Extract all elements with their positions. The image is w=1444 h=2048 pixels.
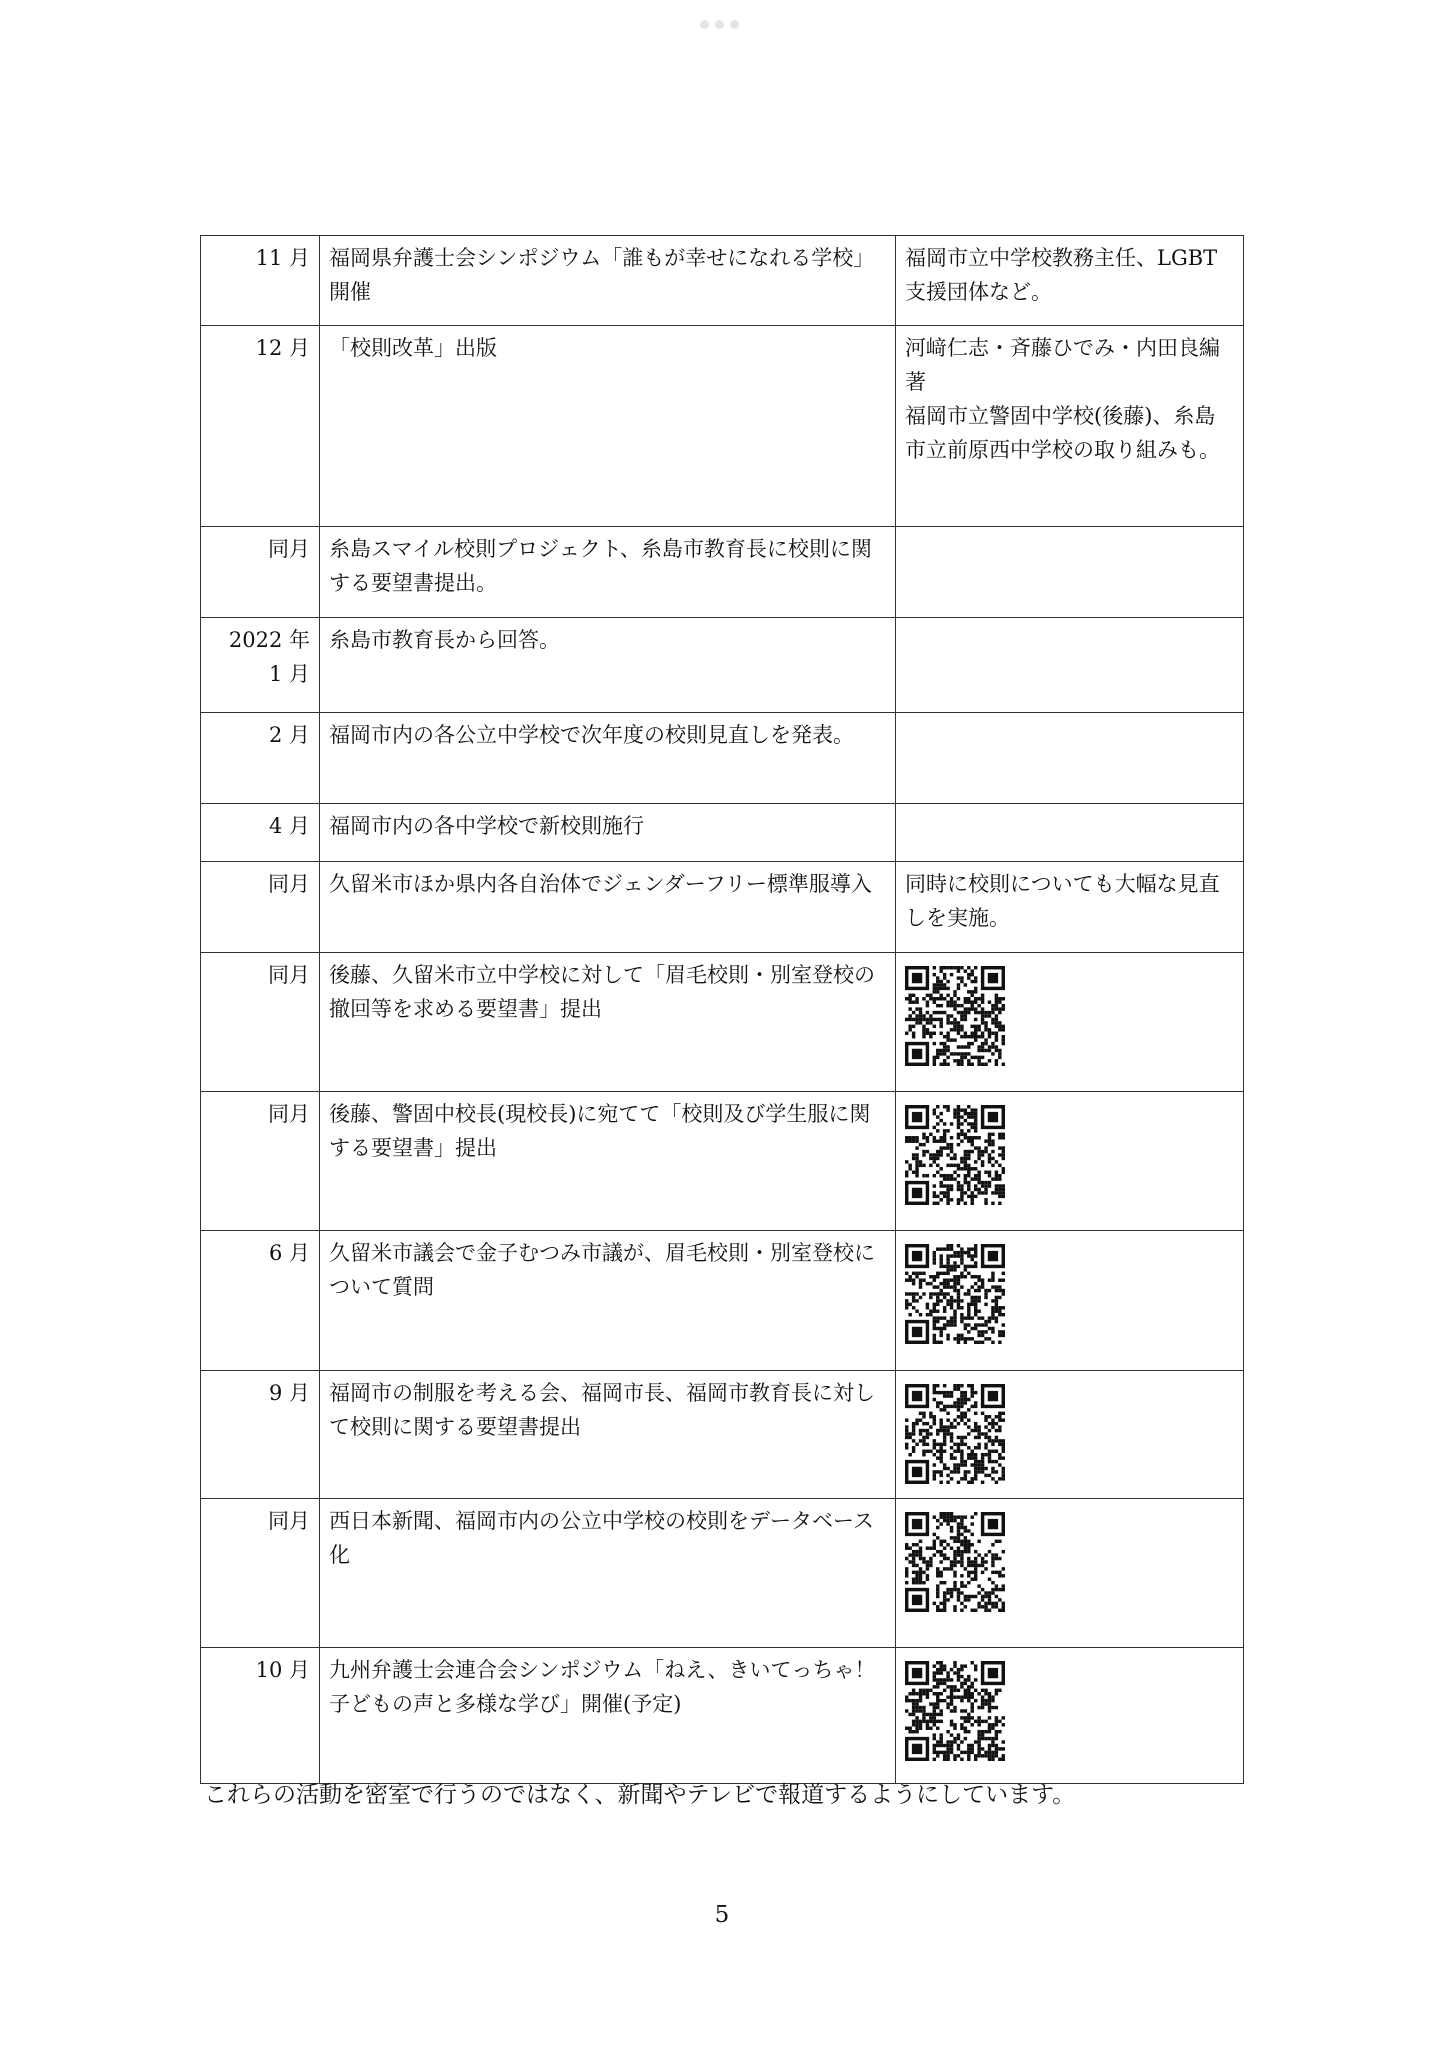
event-cell: 福岡市内の各公立中学校で次年度の校則見直しを発表。: [320, 713, 896, 804]
date-cell: 同月: [201, 953, 320, 1092]
note-cell: [896, 618, 1244, 713]
event-cell: 久留米市議会で金子むつみ市議が、眉毛校則・別室登校について質問: [320, 1231, 896, 1371]
table-row: [201, 713, 1244, 804]
table-row: [201, 953, 1244, 1092]
date-cell: 同月: [201, 862, 320, 953]
date-cell: 6 月: [201, 1231, 320, 1371]
note-cell: [896, 1499, 1244, 1648]
table-row: [201, 804, 1244, 862]
date-cell: 12 月: [201, 326, 320, 527]
date-cell: 同月: [201, 527, 320, 618]
date-cell: 同月: [201, 1499, 320, 1648]
event-cell: 糸島市教育長から回答。: [320, 618, 896, 713]
event-cell: 福岡市の制服を考える会、福岡市長、福岡市教育長に対して校則に関する要望書提出: [320, 1371, 896, 1499]
note-cell: [896, 1371, 1244, 1499]
note-cell: 同時に校則についても大幅な見直しを実施。: [896, 862, 1244, 953]
note-cell: [896, 527, 1244, 618]
closing-paragraph: これらの活動を密室で行うのではなく、新聞やテレビで報道するようにしています。: [204, 1782, 1076, 1808]
date-cell: 2 月: [201, 713, 320, 804]
event-cell: 九州弁護士会連合会シンポジウム「ねえ、きいてっちゃ！子どもの声と多様な学び」開催(予定): [320, 1648, 896, 1784]
date-cell: 11 月: [201, 236, 320, 326]
note-cell: 福岡市立中学校教務主任、LGBT 支援団体など。: [896, 236, 1244, 326]
note-cell: [896, 953, 1244, 1092]
qr-code-icon[interactable]: [905, 1105, 1005, 1205]
event-cell: 福岡県弁護士会シンポジウム「誰もが幸せになれる学校」開催: [320, 236, 896, 326]
date-cell: 2022 年 1 月: [201, 618, 320, 713]
qr-code-icon[interactable]: [905, 1244, 1005, 1344]
table-row: [201, 527, 1244, 618]
table-row: [201, 862, 1244, 953]
date-cell: 10 月: [201, 1648, 320, 1784]
table-row: [201, 326, 1244, 527]
table-row: [201, 1499, 1244, 1648]
event-cell: 西日本新聞、福岡市内の公立中学校の校則をデータベース化: [320, 1499, 896, 1648]
timeline-table: [200, 235, 1244, 1784]
event-cell: 糸島スマイル校則プロジェクト、糸島市教育長に校則に関する要望書提出。: [320, 527, 896, 618]
note-cell: [896, 1092, 1244, 1231]
table-row: [201, 1371, 1244, 1499]
date-cell: 同月: [201, 1092, 320, 1231]
note-cell: [896, 1648, 1244, 1784]
table-row: [201, 236, 1244, 326]
event-cell: 福岡市内の各中学校で新校則施行: [320, 804, 896, 862]
note-cell: 河﨑仁志・斉藤ひでみ・内田良編著 福岡市立警固中学校(後藤)、糸島市立前原西中学校の取り組みも。: [896, 326, 1244, 527]
table-row: [201, 1231, 1244, 1371]
table-row: [201, 1092, 1244, 1231]
date-cell: 9 月: [201, 1371, 320, 1499]
qr-code-icon[interactable]: [905, 1384, 1005, 1484]
event-cell: 後藤、久留米市立中学校に対して「眉毛校則・別室登校の撤回等を求める要望書」提出: [320, 953, 896, 1092]
table-row: [201, 1648, 1244, 1784]
qr-code-icon[interactable]: [905, 966, 1005, 1066]
table-row: [201, 618, 1244, 713]
event-cell: 「校則改革」出版: [320, 326, 896, 527]
event-cell: 後藤、警固中校長(現校長)に宛てて「校則及び学生服に関する要望書」提出: [320, 1092, 896, 1231]
note-cell: [896, 1231, 1244, 1371]
event-cell: 久留米市ほか県内各自治体でジェンダーフリー標準服導入: [320, 862, 896, 953]
page-number: 5: [714, 1902, 730, 1928]
qr-code-icon[interactable]: [905, 1512, 1005, 1612]
date-cell: 4 月: [201, 804, 320, 862]
page-indicator-dots: [700, 20, 746, 30]
qr-code-icon[interactable]: [905, 1661, 1005, 1761]
note-cell: [896, 804, 1244, 862]
note-cell: [896, 713, 1244, 804]
